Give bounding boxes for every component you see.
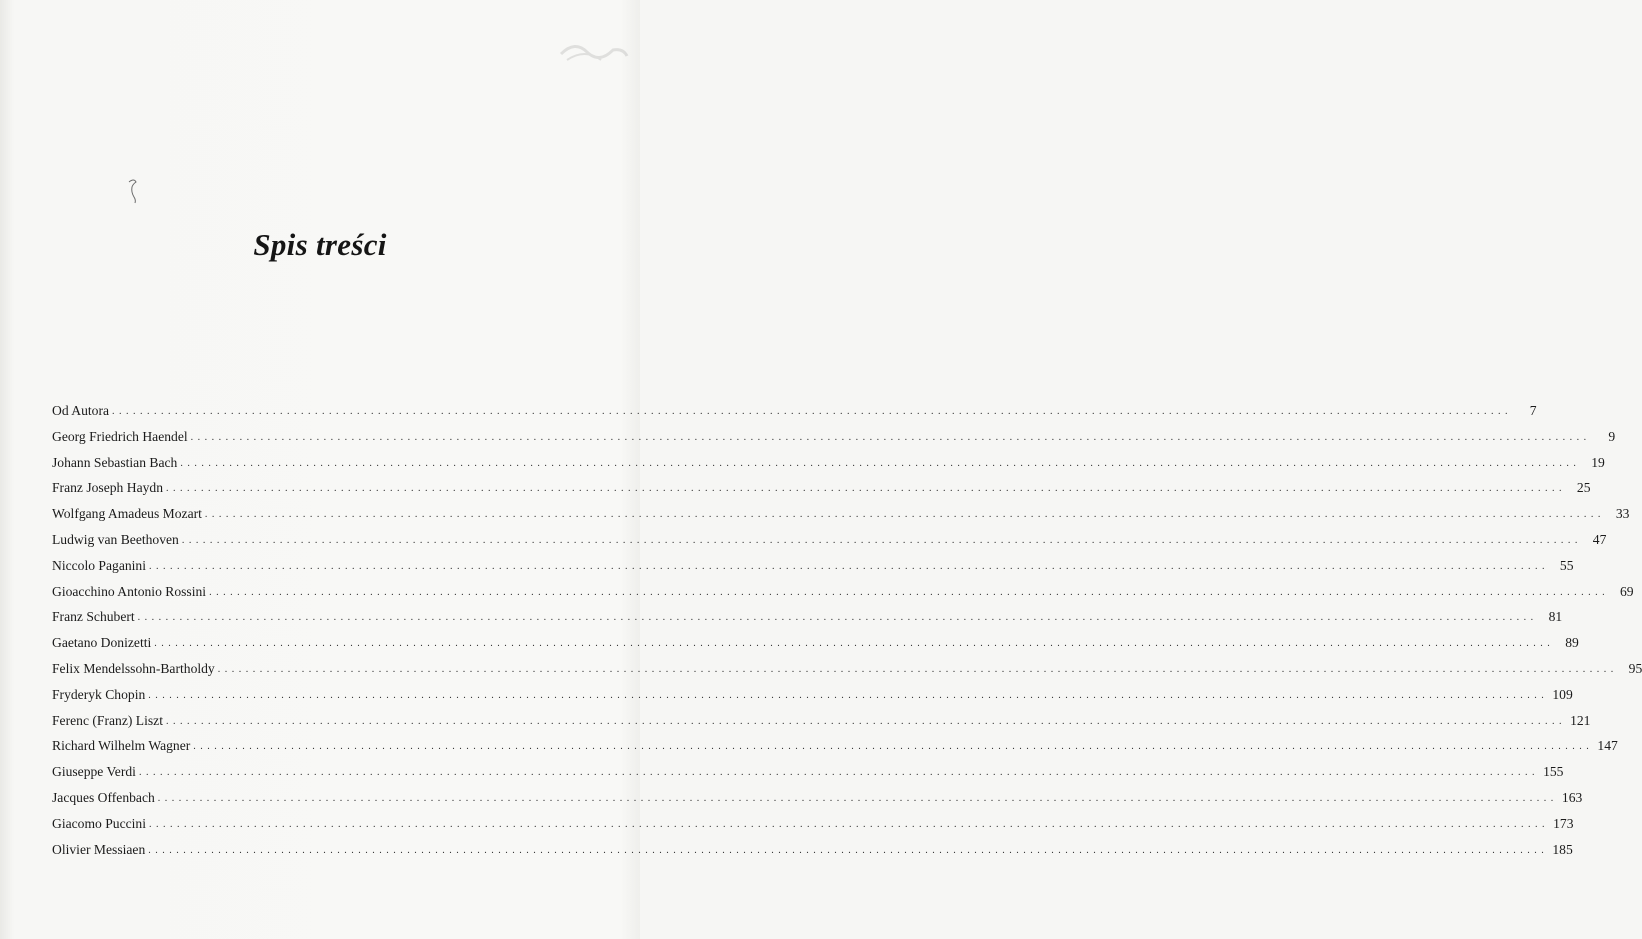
dot-leader: . . . . . . . . . . . . . . . . . . . . . . . . . . . . . . . . . . . . . . . . . . . . . . . . . . . . . . . . . . . . . . . . . . . . . . . . . . . . . . . . . . . . . . . . . . . . . . . . . . . . . . . . . . . . . . . . . . . . . . . . . . . . . . . . . . . . . . . . . . . . . . . . . . . . . . . . . . . . . . . . . . . . . . . . . . . . . . . . . . . . . . . . . . . . . . . . . . . . . . . . [181, 534, 1579, 546]
toc-entry [52, 424, 1616, 450]
toc-entry-title: Giuseppe Verdi [52, 764, 136, 780]
toc-entry-page-number: 95 [1628, 660, 1642, 676]
toc-entry [52, 579, 1634, 605]
pencil-mark [126, 178, 140, 204]
toc-entry-title: Franz Joseph Haydn [52, 480, 163, 496]
toc-entry-title: Gioacchino Antonio Rossini [52, 583, 207, 599]
toc-entry-title: Giacomo Puccini [52, 815, 147, 831]
toc-entry [52, 785, 1583, 811]
toc-entry-title: Olivier Messiaen [52, 841, 146, 857]
toc-entry-title: Johann Sebastian Bach [52, 454, 178, 470]
page-title: Spis treści [253, 226, 387, 262]
toc-entry [52, 759, 1564, 785]
toc-entry-page-number: 163 [1561, 789, 1583, 805]
table-of-contents [52, 398, 1642, 862]
toc-entry-page-number: 155 [1543, 764, 1564, 780]
toc-entry-page-number: 173 [1553, 815, 1574, 831]
dot-leader: . . . . . . . . . . . . . . . . . . . . . . . . . . . . . . . . . . . . . . . . . . . . . . . . . . . . . . . . . . . . . . . . . . . . . . . . . . . . . . . . . . . . . . . . . . . . . . . . . . . . . . . . . . . . . . . . . . . . . . . . . . . . . . . . . . . . . . . . . . . . . . . . . . . . . . . . . . . . . . . . . . . . . . . . . . . . . . . . . . . . . . . . . . . . . . . . . . . . . . . . [149, 818, 1546, 830]
toc-entry [52, 398, 1537, 424]
toc-entry [52, 604, 1563, 630]
toc-entry [52, 837, 1573, 863]
toc-entry-page-number: 147 [1597, 738, 1618, 754]
toc-entry-title: Fryderyk Chopin [52, 686, 146, 702]
toc-entry [52, 475, 1591, 501]
toc-entry-title: Wolfgang Amadeus Mozart [52, 506, 202, 522]
dot-leader: . . . . . . . . . . . . . . . . . . . . . . . . . . . . . . . . . . . . . . . . . . . . . . . . . . . . . . . . . . . . . . . . . . . . . . . . . . . . . . . . . . . . . . . . . . . . . . . . . . . . . . . . . . . . . . . . . . . . . . . . . . . . . . . . . . . . . . . . . . . . . . . . . . . . . . . . . . . . . . . . . . . . . . . . . . . . . . . . . . . . . . . . . . . . . . . . . . . . . . . . [193, 741, 1590, 753]
toc-entry-title: Franz Schubert [52, 609, 135, 625]
dot-leader: . . . . . . . . . . . . . . . . . . . . . . . . . . . . . . . . . . . . . . . . . . . . . . . . . . . . . . . . . . . . . . . . . . . . . . . . . . . . . . . . . . . . . . . . . . . . . . . . . . . . . . . . . . . . . . . . . . . . . . . . . . . . . . . . . . . . . . . . . . . . . . . . . . . . . . . . . . . . . . . . . . . . . . . . . . . . . . . . . . . . . . . . . . . . . . . . . . . . . . . . [148, 844, 1545, 856]
toc-entry-page-number: 121 [1570, 712, 1591, 728]
dot-leader: . . . . . . . . . . . . . . . . . . . . . . . . . . . . . . . . . . . . . . . . . . . . . . . . . . . . . . . . . . . . . . . . . . . . . . . . . . . . . . . . . . . . . . . . . . . . . . . . . . . . . . . . . . . . . . . . . . . . . . . . . . . . . . . . . . . . . . . . . . . . . . . . . . . . . . . . . . . . . . . . . . . . . . . . . . . . . . . . . . . . . . . . . . . . . . . . . . . . . . . . [209, 586, 1606, 598]
toc-entry-page-number: 109 [1552, 686, 1573, 702]
toc-entry-page-number: 9 [1608, 428, 1616, 444]
faint-stamp-mark [557, 34, 629, 66]
toc-entry [52, 682, 1573, 708]
dot-leader: . . . . . . . . . . . . . . . . . . . . . . . . . . . . . . . . . . . . . . . . . . . . . . . . . . . . . . . . . . . . . . . . . . . . . . . . . . . . . . . . . . . . . . . . . . . . . . . . . . . . . . . . . . . . . . . . . . . . . . . . . . . . . . . . . . . . . . . . . . . . . . . . . . . . . . . . . . . . . . . . . . . . . . . . . . . . . . . . . . . . . . . . . . . . . . . . . . . . . . . . [157, 792, 1555, 804]
dot-leader: . . . . . . . . . . . . . . . . . . . . . . . . . . . . . . . . . . . . . . . . . . . . . . . . . . . . . . . . . . . . . . . . . . . . . . . . . . . . . . . . . . . . . . . . . . . . . . . . . . . . . . . . . . . . . . . . . . . . . . . . . . . . . . . . . . . . . . . . . . . . . . . . . . . . . . . . . . . . . . . . . . . . . . . . . . . . . . . . . . . . . . . . . . . . . . . . . . . . . . . . [138, 767, 1536, 779]
toc-entry-page-number: 69 [1619, 583, 1634, 599]
toc-entry-title: Gaetano Donizetti [52, 635, 152, 651]
dot-leader: . . . . . . . . . . . . . . . . . . . . . . . . . . . . . . . . . . . . . . . . . . . . . . . . . . . . . . . . . . . . . . . . . . . . . . . . . . . . . . . . . . . . . . . . . . . . . . . . . . . . . . . . . . . . . . . . . . . . . . . . . . . . . . . . . . . . . . . . . . . . . . . . . . . . . . . . . . . . . . . . . . . . . . . . . . . . . . . . . . . . . . . . . . . . . . . . . . . . . . . . [148, 689, 1545, 701]
dot-leader: . . . . . . . . . . . . . . . . . . . . . . . . . . . . . . . . . . . . . . . . . . . . . . . . . . . . . . . . . . . . . . . . . . . . . . . . . . . . . . . . . . . . . . . . . . . . . . . . . . . . . . . . . . . . . . . . . . . . . . . . . . . . . . . . . . . . . . . . . . . . . . . . . . . . . . . . . . . . . . . . . . . . . . . . . . . . . . . . . . . . . . . . . . . . . . . . . . . . . . . . [149, 560, 1546, 572]
toc-entry-page-number: 55 [1559, 557, 1574, 573]
toc-entry-page-number: 7 [1529, 403, 1537, 418]
toc-entry-title: Niccolo Paganini [52, 557, 147, 573]
toc-entry [52, 811, 1574, 837]
dot-leader: . . . . . . . . . . . . . . . . . . . . . . . . . . . . . . . . . . . . . . . . . . . . . . . . . . . . . . . . . . . . . . . . . . . . . . . . . . . . . . . . . . . . . . . . . . . . . . . . . . . . . . . . . . . . . . . . . . . . . . . . . . . . . . . . . . . . . . . . . . . . . . . . . . . . . . . . . . . . . . . . . . . . . . . . . . . . . . . . . . . . . . . . . . . . . . . . . . . . . . . . [137, 612, 1535, 624]
toc-entry-title: Od Autora [52, 403, 110, 418]
toc-entry-page-number: 25 [1576, 480, 1591, 496]
toc-entry [52, 501, 1630, 527]
dot-leader: . . . . . . . . . . . . . . . . . . . . . . . . . . . . . . . . . . . . . . . . . . . . . . . . . . . . . . . . . . . . . . . . . . . . . . . . . . . . . . . . . . . . . . . . . . . . . . . . . . . . . . . . . . . . . . . . . . . . . . . . . . . . . . . . . . . . . . . . . . . . . . . . . . . . . . . . . . . . . . . . . . . . . . . . . . . . . . . . . . . . . . . . . . . . . . . . . . . . . . . . [204, 509, 1602, 521]
toc-entry [52, 656, 1642, 682]
toc-entry-page-number: 19 [1591, 454, 1605, 470]
toc-entry-title: Richard Wilhelm Wagner [52, 738, 191, 754]
toc-entry-title: Ferenc (Franz) Liszt [52, 712, 163, 728]
dot-leader: . . . . . . . . . . . . . . . . . . . . . . . . . . . . . . . . . . . . . . . . . . . . . . . . . . . . . . . . . . . . . . . . . . . . . . . . . . . . . . . . . . . . . . . . . . . . . . . . . . . . . . . . . . . . . . . . . . . . . . . . . . . . . . . . . . . . . . . . . . . . . . . . . . . . . . . . . . . . . . . . . . . . . . . . . . . . . . . . . . . . . . . . . . . . . . . . . . . . . . . . [154, 638, 1551, 650]
toc-entry-title: Felix Mendelssohn-Bartholdy [52, 660, 215, 676]
toc-entry-page-number: 47 [1592, 531, 1607, 547]
toc-entry [52, 450, 1605, 476]
toc-entry [52, 708, 1591, 734]
toc-entry-page-number: 185 [1552, 841, 1573, 857]
toc-entry [52, 630, 1579, 656]
toc-entry [52, 527, 1607, 553]
toc-entry-title: Georg Friedrich Haendel [52, 428, 188, 444]
dot-leader: . . . . . . . . . . . . . . . . . . . . . . . . . . . . . . . . . . . . . . . . . . . . . . . . . . . . . . . . . . . . . . . . . . . . . . . . . . . . . . . . . . . . . . . . . . . . . . . . . . . . . . . . . . . . . . . . . . . . . . . . . . . . . . . . . . . . . . . . . . . . . . . . . . . . . . . . . . . . . . . . . . . . . . . . . . . . . . . . . . . . . . . . . . . . . . . . . . . . . . . . [166, 483, 1563, 495]
dot-leader: . . . . . . . . . . . . . . . . . . . . . . . . . . . . . . . . . . . . . . . . . . . . . . . . . . . . . . . . . . . . . . . . . . . . . . . . . . . . . . . . . . . . . . . . . . . . . . . . . . . . . . . . . . . . . . . . . . . . . . . . . . . . . . . . . . . . . . . . . . . . . . . . . . . . . . . . . . . . . . . . . . . . . . . . . . . . . . . . . . . . . . . . . . . . . . . . . . . . . . . . [190, 431, 1588, 443]
toc-entry [52, 553, 1574, 579]
dot-leader: . . . . . . . . . . . . . . . . . . . . . . . . . . . . . . . . . . . . . . . . . . . . . . . . . . . . . . . . . . . . . . . . . . . . . . . . . . . . . . . . . . . . . . . . . . . . . . . . . . . . . . . . . . . . . . . . . . . . . . . . . . . . . . . . . . . . . . . . . . . . . . . . . . . . . . . . . . . . . . . . . . . . . . . . . . . . . . . . . . . . . . . . . . . . . . . . . . . . . . . . [180, 457, 1577, 469]
toc-entry-title: Ludwig van Beethoven [52, 531, 179, 547]
dot-leader: . . . . . . . . . . . . . . . . . . . . . . . . . . . . . . . . . . . . . . . . . . . . . . . . . . . . . . . . . . . . . . . . . . . . . . . . . . . . . . . . . . . . . . . . . . . . . . . . . . . . . . . . . . . . . . . . . . . . . . . . . . . . . . . . . . . . . . . . . . . . . . . . . . . . . . . . . . . . . . . . . . . . . . . . . . . . . . . . . . . . . . . . . . . . . . . . . . . . . . . . [217, 663, 1615, 675]
toc-entry-title: Jacques Offenbach [52, 789, 155, 805]
toc-entry-page-number: 89 [1565, 635, 1579, 651]
toc-entry-page-number: 33 [1615, 506, 1630, 522]
toc-entry [52, 733, 1618, 759]
dot-leader: . . . . . . . . . . . . . . . . . . . . . . . . . . . . . . . . . . . . . . . . . . . . . . . . . . . . . . . . . . . . . . . . . . . . . . . . . . . . . . . . . . . . . . . . . . . . . . . . . . . . . . . . . . . . . . . . . . . . . . . . . . . . . . . . . . . . . . . . . . . . . . . . . . . . . . . . . . . . . . . . . . . . . . . . . . . . . . . . . . . . . . . . . . . . . . . . . . . . . . . . [165, 715, 1563, 727]
dot-leader: . . . . . . . . . . . . . . . . . . . . . . . . . . . . . . . . . . . . . . . . . . . . . . . . . . . . . . . . . . . . . . . . . . . . . . . . . . . . . . . . . . . . . . . . . . . . . . . . . . . . . . . . . . . . . . . . . . . . . . . . . . . . . . . . . . . . . . . . . . . . . . . . . . . . . . . . . . . . . . . . . . . . . . . . . . . . . . . . . . . . . . . . . . . . . . . . . . . . . . . . [112, 406, 1509, 417]
toc-entry-page-number: 81 [1548, 609, 1563, 625]
